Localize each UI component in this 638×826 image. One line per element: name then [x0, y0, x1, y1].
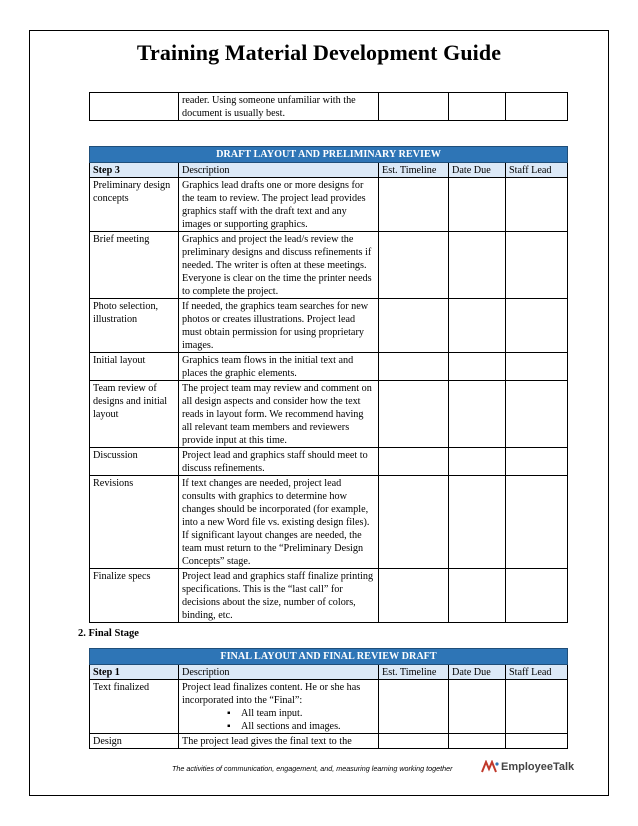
table-row	[90, 178, 568, 232]
table-row	[90, 448, 568, 476]
column-header-step: Step 3	[90, 163, 179, 178]
logo-mark-icon	[481, 760, 499, 774]
column-header-timeline: Est. Timeline	[379, 665, 449, 680]
table-row	[90, 353, 568, 381]
description-cell: Graphics and project the lead/s review the preliminary designs and discuss refinements if needed. The writer is often at these meetings. Everyone is clear on the time the printer needs to complete the project.	[179, 232, 379, 299]
step-cell: Finalize specs	[90, 569, 179, 623]
table-row	[90, 232, 568, 299]
table-row	[90, 299, 568, 353]
section-header: FINAL LAYOUT AND FINAL REVIEW DRAFT	[90, 649, 568, 665]
continuation-table	[89, 92, 568, 121]
description-cell: Graphics team flows in the initial text and places the graphic elements.	[179, 353, 379, 381]
description-cell: If text changes are needed, project lead consults with graphics to determine how changes should be incorporated (for example, into a new Word file vs. existing design files). If significant layout changes are needed, the team must return to the “Preliminary Design Concepts” stage.	[179, 476, 379, 569]
step-cell: Photo selection, illustration	[90, 299, 179, 353]
list-item: ▪ All sections and images.	[227, 720, 375, 733]
logo-text: EmployeeTalk	[501, 761, 575, 773]
description-cell: Project lead and graphics staff should meet to discuss refinements.	[179, 448, 379, 476]
table-row	[90, 93, 568, 121]
step-cell: Revisions	[90, 476, 179, 569]
description-cell: Project lead and graphics staff finalize printing specifications. This is the “last call” for decisions about the size, number of colors, binding, etc.	[179, 569, 379, 623]
step-cell: Initial layout	[90, 353, 179, 381]
table-row	[90, 476, 568, 569]
final-layout-table	[89, 648, 568, 749]
step-cell: Preliminary design concepts	[90, 178, 179, 232]
description-cell: The project lead gives the final text to the	[179, 734, 379, 749]
draft-layout-table	[89, 146, 568, 623]
table-row	[90, 734, 568, 749]
step-cell: Discussion	[90, 448, 179, 476]
column-header-description: Description	[179, 163, 379, 178]
step-cell: Design	[90, 734, 179, 749]
column-header-staff-lead: Staff Lead	[506, 163, 568, 178]
column-header-timeline: Est. Timeline	[379, 163, 449, 178]
description-cell: If needed, the graphics team searches for new photos or creates illustrations. Project lead must obtain permission for using proprietary images.	[179, 299, 379, 353]
table-row	[90, 569, 568, 623]
step-cell	[90, 93, 179, 121]
footer-tagline: The activities of communication, engagement, and, measuring learning working together	[172, 764, 453, 773]
bullet-list	[182, 707, 375, 733]
table-row	[90, 381, 568, 448]
section-header-row	[90, 649, 568, 665]
final-stage-label: 2. Final Stage	[78, 628, 139, 639]
step-cell: Text finalized	[90, 680, 179, 734]
page-title: Training Material Development Guide	[136, 40, 502, 65]
column-header-staff-lead: Staff Lead	[506, 665, 568, 680]
description-text: Project lead finalizes content. He or she has incorporated into the “Final”:	[182, 682, 361, 706]
description-cell: Graphics lead drafts one or more designs for the team to review. The project lead provides graphics staff with the draft text and any images or supporting graphics.	[179, 178, 379, 232]
step-cell: Team review of designs and initial layout	[90, 381, 179, 448]
column-header-step: Step 1	[90, 665, 179, 680]
description-cell	[179, 680, 379, 734]
step-cell: Brief meeting	[90, 232, 179, 299]
column-header-date-due: Date Due	[449, 665, 506, 680]
column-header-row	[90, 665, 568, 680]
staff-lead-cell	[506, 93, 568, 121]
section-header-row	[90, 147, 568, 163]
column-header-date-due: Date Due	[449, 163, 506, 178]
column-header-row	[90, 163, 568, 178]
list-item: ▪ All team input.	[227, 707, 375, 720]
section-header: DRAFT LAYOUT AND PRELIMINARY REVIEW	[90, 147, 568, 163]
date-due-cell	[449, 93, 506, 121]
timeline-cell	[379, 93, 449, 121]
employeetalk-logo	[481, 760, 574, 774]
column-header-description: Description	[179, 665, 379, 680]
description-cell: reader. Using someone unfamiliar with the document is usually best.	[179, 93, 379, 121]
description-cell: The project team may review and comment on all design aspects and consider how the text reads in layout form. We recommend having all relevant team members and reviewers provide input at this time.	[179, 381, 379, 448]
table-row	[90, 680, 568, 734]
